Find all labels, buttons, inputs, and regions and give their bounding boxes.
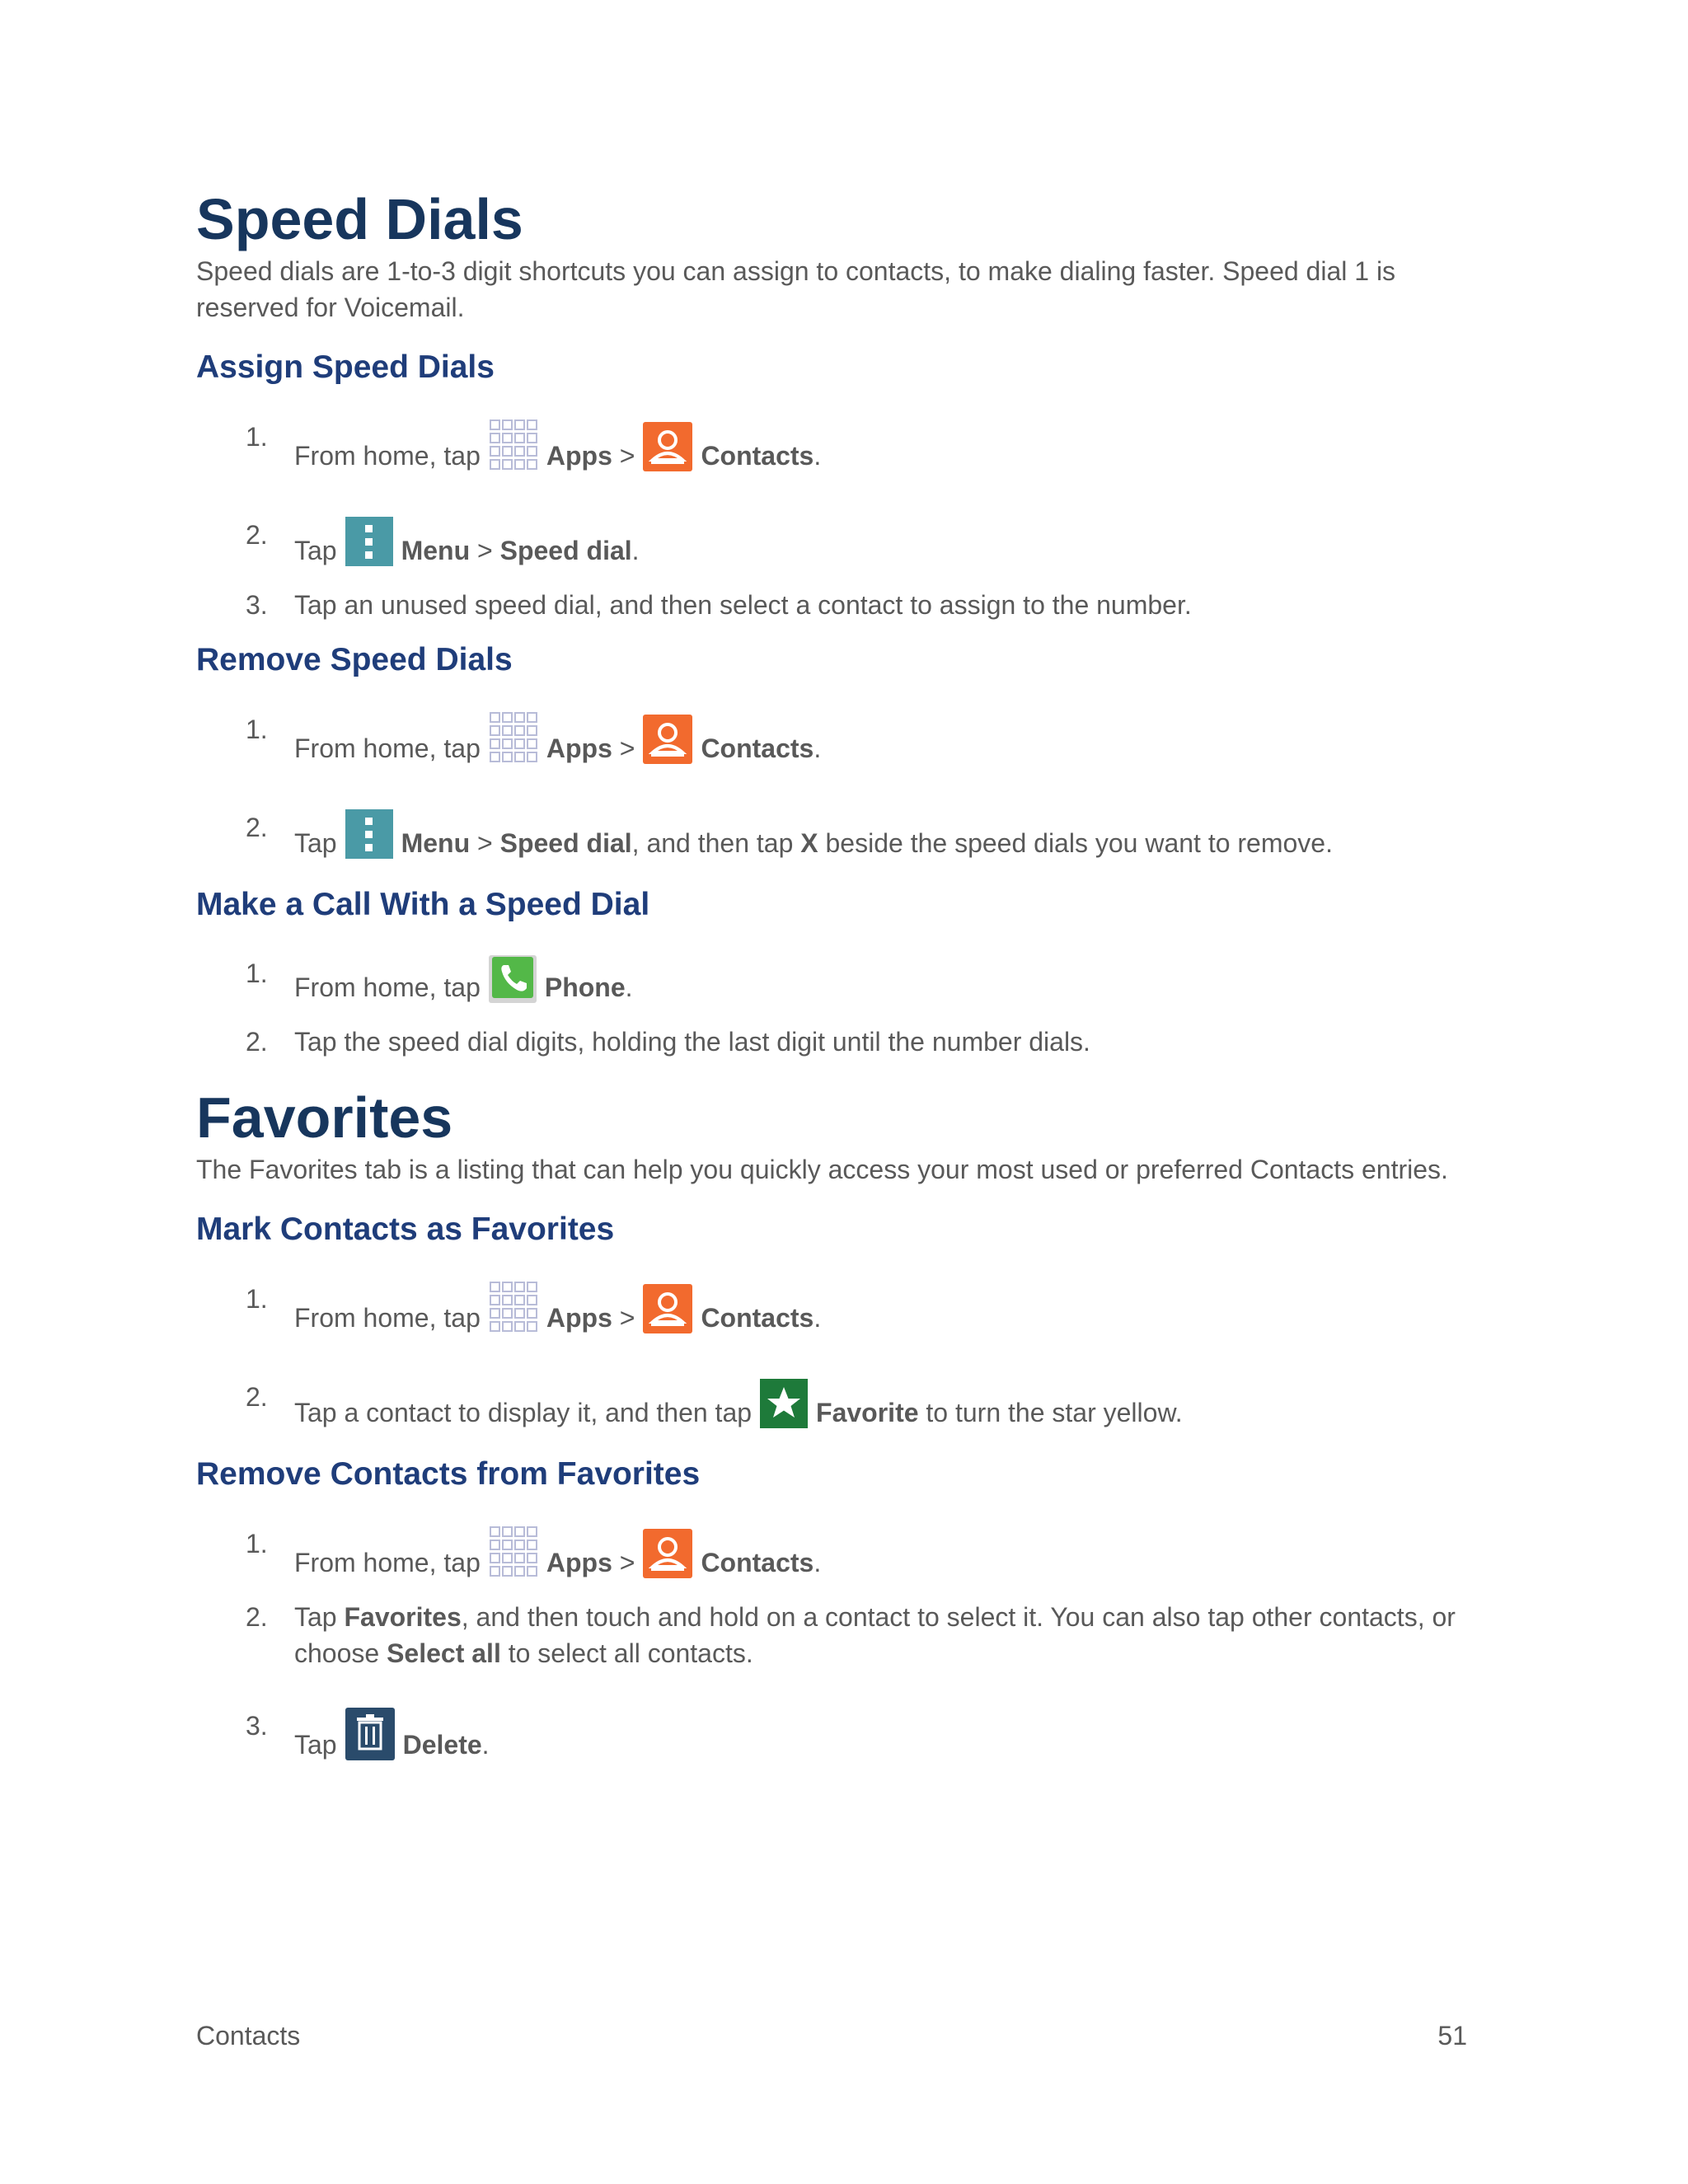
speed-dials-intro: Speed dials are 1-to-3 digit shortcuts you can assign to contacts, to make dialing faster. Speed dial 1 is reserved for Voicemail. <box>196 256 1396 322</box>
punctuation: . <box>625 972 633 1003</box>
separator: > <box>619 1303 635 1333</box>
step-text: Tap a contact to display it, and then tap <box>294 1398 753 1428</box>
list-item <box>196 1708 1490 1769</box>
step-number: 3. <box>246 1710 268 1741</box>
separator: > <box>619 440 635 471</box>
contacts-icon <box>643 1284 692 1343</box>
phone-label: Phone <box>544 972 626 1003</box>
remove-favorites-steps <box>196 1526 1490 1769</box>
step-text: to turn the star yellow. <box>926 1398 1183 1428</box>
separator: > <box>619 733 635 763</box>
step-text: Tap <box>294 827 337 858</box>
punctuation: . <box>814 1303 822 1333</box>
apps-grid-icon <box>489 419 538 480</box>
assign-speed-dials-heading: Assign Speed Dials <box>196 349 495 385</box>
list-item <box>196 1024 1490 1060</box>
contacts-label: Contacts <box>701 733 814 763</box>
mark-favorites-steps <box>196 1281 1490 1437</box>
step-number: 2. <box>246 1601 268 1632</box>
list-item <box>196 955 1490 1012</box>
phone-icon <box>489 955 537 1012</box>
make-call-steps <box>196 955 1490 1060</box>
page-content <box>196 188 1490 1769</box>
x-label: X <box>800 827 818 858</box>
separator: > <box>619 1547 635 1577</box>
apps-label: Apps <box>546 733 612 763</box>
step-text: , and then touch and hold on a contact to select it. You can also tap other contacts, or choose <box>294 1601 1456 1668</box>
step-text: beside the speed dials you want to remove. <box>825 827 1333 858</box>
step-text: Tap <box>294 535 337 565</box>
assign-steps <box>196 419 1490 623</box>
footer-page-number: 51 <box>1437 2021 1467 2050</box>
list-item <box>196 419 1490 480</box>
select-all-label: Select all <box>387 1638 501 1668</box>
punctuation: . <box>814 440 822 471</box>
step-text: Tap the speed dial digits, holding the last digit until the number dials. <box>294 1027 1090 1057</box>
apps-label: Apps <box>546 1547 612 1577</box>
apps-grid-icon <box>489 1526 538 1587</box>
make-call-heading: Make a Call With a Speed Dial <box>196 886 650 922</box>
separator: > <box>477 535 493 565</box>
step-number: 1. <box>246 714 268 744</box>
step-text: Tap <box>294 1601 337 1632</box>
apps-grid-icon <box>489 1281 538 1343</box>
menu-icon <box>345 517 393 575</box>
step-text: Tap <box>294 1729 337 1760</box>
apps-grid-icon <box>489 711 538 773</box>
list-item <box>196 711 1490 773</box>
list-item <box>196 1379 1490 1437</box>
step-text: to select all contacts. <box>508 1638 753 1668</box>
list-item <box>196 1599 1490 1671</box>
step-text: From home, tap <box>294 972 481 1003</box>
step-number: 3. <box>246 589 268 620</box>
apps-label: Apps <box>546 1303 612 1333</box>
step-number: 2. <box>246 1027 268 1057</box>
favorites-intro: The Favorites tab is a listing that can help you quickly access your most used or preferred Contacts entries. <box>196 1155 1448 1185</box>
menu-icon <box>345 809 393 868</box>
remove-speed-dials-heading: Remove Speed Dials <box>196 641 513 677</box>
favorite-label: Favorite <box>816 1398 919 1428</box>
favorites-title: Favorites <box>196 1085 453 1151</box>
step-number: 1. <box>246 421 268 452</box>
speed-dial-label: Speed dial <box>499 827 632 858</box>
menu-label: Menu <box>401 535 471 565</box>
step-number: 2. <box>246 1382 268 1413</box>
favorites-label: Favorites <box>344 1601 462 1632</box>
list-item <box>196 1526 1490 1587</box>
apps-label: Apps <box>546 440 612 471</box>
punctuation: . <box>631 535 640 565</box>
delete-trash-icon <box>345 1708 395 1769</box>
remove-speed-dial-steps <box>196 711 1490 868</box>
contacts-icon <box>643 1529 692 1587</box>
list-item <box>196 809 1490 868</box>
step-number: 2. <box>246 812 268 842</box>
contacts-label: Contacts <box>701 1303 814 1333</box>
delete-label: Delete <box>402 1729 482 1760</box>
step-text: From home, tap <box>294 1547 481 1577</box>
separator: > <box>477 827 493 858</box>
contacts-label: Contacts <box>701 440 814 471</box>
contacts-icon <box>643 715 692 773</box>
step-number: 1. <box>246 1284 268 1315</box>
step-text: From home, tap <box>294 733 481 763</box>
step-number: 1. <box>246 958 268 989</box>
step-text: From home, tap <box>294 440 481 471</box>
speed-dial-label: Speed dial <box>499 535 632 565</box>
punctuation: . <box>814 733 822 763</box>
footer-section: Contacts <box>196 2021 301 2050</box>
favorite-star-icon <box>760 1379 808 1437</box>
punctuation: . <box>814 1547 822 1577</box>
step-number: 2. <box>246 519 268 550</box>
contacts-label: Contacts <box>701 1547 814 1577</box>
step-text: , and then tap <box>631 827 794 858</box>
mark-favorites-heading: Mark Contacts as Favorites <box>196 1212 615 1248</box>
list-item <box>196 1281 1490 1343</box>
punctuation: . <box>481 1729 490 1760</box>
contacts-icon <box>643 422 692 480</box>
list-item <box>196 587 1490 623</box>
speed-dials-title: Speed Dials <box>196 187 523 251</box>
remove-favorites-heading: Remove Contacts from Favorites <box>196 1456 701 1493</box>
list-item <box>196 517 1490 575</box>
step-text: From home, tap <box>294 1303 481 1333</box>
step-number: 1. <box>246 1528 268 1558</box>
menu-label: Menu <box>401 827 471 858</box>
step-text: Tap an unused speed dial, and then select a contact to assign to the number. <box>294 589 1192 620</box>
